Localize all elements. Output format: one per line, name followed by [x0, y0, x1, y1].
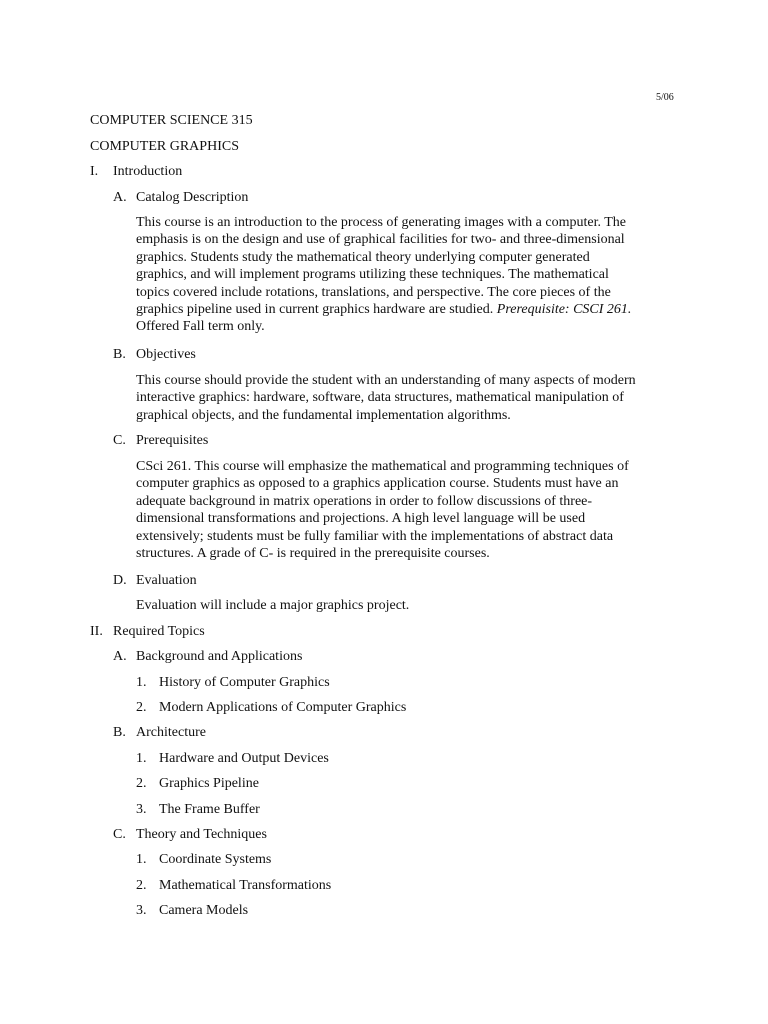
subsection-heading-catalog-description — [113, 189, 248, 207]
list-item-number: 1. — [136, 852, 147, 867]
paragraph-line: This course is an introduction to the process of generating images with a computer. The — [136, 215, 627, 230]
list-item-label: Camera Models — [159, 903, 249, 918]
section-heading-introduction — [90, 163, 182, 181]
section-title: Required Topics — [113, 624, 205, 639]
section-heading-required-topics — [90, 623, 205, 641]
subsection-letter: A. — [113, 649, 127, 664]
section-numeral: II. — [90, 624, 103, 639]
subsection-heading-prerequisites — [113, 432, 208, 450]
subsection-title: Background and Applications — [136, 649, 303, 664]
list-item-number: 2. — [136, 878, 147, 893]
course-number-title: COMPUTER SCIENCE 315 — [90, 113, 253, 128]
list-item — [136, 851, 271, 869]
catalog-description-paragraph — [136, 214, 696, 336]
paragraph-line: This course should provide the student with an understanding of many aspects of modern — [136, 373, 636, 388]
list-item-label: Modern Applications of Computer Graphics — [159, 700, 407, 715]
list-item — [136, 877, 331, 895]
subsection-letter: C. — [113, 827, 126, 842]
list-item-number: 3. — [136, 802, 147, 817]
subsection-heading-objectives — [113, 346, 196, 364]
evaluation-text: Evaluation will include a major graphics project. — [136, 598, 410, 613]
paragraph-line: extensively; students must be fully familiar with the implementations of abstract data — [136, 528, 614, 544]
course-name-title: COMPUTER GRAPHICS — [90, 139, 239, 154]
section-title: Introduction — [113, 164, 183, 179]
subsection-title: Evaluation — [136, 573, 197, 588]
paragraph-line: graphics. Students study the mathematical theory underlying computer generated — [136, 249, 590, 265]
paragraph-line: dimensional transformations and projections. A high level language will be used — [136, 511, 586, 527]
paragraph-line: structures. A grade of C- is required in the prerequisite courses. — [136, 546, 490, 562]
paragraph-line: Offered Fall term only. — [136, 319, 265, 335]
subsection-heading-background — [113, 648, 302, 666]
list-item-number: 1. — [136, 675, 147, 690]
subsection-letter: B. — [113, 725, 126, 740]
subsection-letter: B. — [113, 347, 126, 362]
subsection-letter: D. — [113, 573, 127, 588]
list-item-label: Graphics Pipeline — [159, 776, 259, 791]
list-item-label: Mathematical Transformations — [159, 878, 332, 893]
list-item-label: The Frame Buffer — [159, 802, 260, 817]
list-item — [136, 775, 259, 793]
list-item-label: History of Computer Graphics — [159, 675, 330, 690]
paragraph-line: interactive graphics: hardware, software, data structures, mathematical manipulation of — [136, 390, 624, 406]
subsection-title: Architecture — [136, 725, 206, 740]
paragraph-line: CSci 261. This course will emphasize the mathematical and programming techniques of — [136, 459, 629, 474]
list-item — [136, 750, 329, 768]
section-numeral: I. — [90, 164, 99, 179]
subsection-heading-theory — [113, 826, 267, 844]
paragraph-line: graphics, and will implement programs utilizing these techniques. The mathematical — [136, 267, 609, 283]
list-item-number: 1. — [136, 751, 147, 766]
paragraph-line: topics covered include rotations, translations, and perspective. The core pieces of the — [136, 284, 611, 300]
prerequisites-paragraph — [136, 458, 696, 562]
list-item-label: Hardware and Output Devices — [159, 751, 329, 766]
subsection-letter: A. — [113, 190, 127, 205]
subsection-heading-evaluation — [113, 572, 197, 590]
subsection-title: Theory and Techniques — [136, 827, 267, 842]
paragraph-line: computer graphics as opposed to a graphics application course. Students must have an — [136, 476, 619, 492]
subsection-letter: C. — [113, 433, 126, 448]
paragraph-line: emphasis is on the design and use of graphical facilities for two- and three-dimensional — [136, 232, 625, 248]
subsection-title: Catalog Description — [136, 190, 249, 205]
list-item — [136, 801, 260, 819]
paragraph-line — [136, 301, 696, 318]
list-item-number: 3. — [136, 903, 147, 918]
paragraph-line: graphical objects, and the fundamental implementation algorithms. — [136, 407, 511, 423]
list-item-number: 2. — [136, 776, 147, 791]
subsection-title: Prerequisites — [136, 433, 209, 448]
prerequisite-note: Prerequisite: CSCI 261. — [496, 302, 632, 318]
list-item — [136, 674, 330, 692]
list-item-number: 2. — [136, 700, 147, 715]
paragraph-line: adequate background in matrix operations in order to follow discussions of three- — [136, 493, 593, 509]
list-item — [136, 699, 406, 717]
subsection-title: Objectives — [136, 347, 196, 362]
revision-date: 5/06 — [656, 92, 674, 103]
objectives-paragraph — [136, 372, 696, 424]
paragraph-line-text: graphics pipeline used in current graphics hardware are studied. — [136, 302, 497, 318]
list-item — [136, 902, 248, 920]
subsection-heading-architecture — [113, 724, 206, 742]
list-item-label: Coordinate Systems — [159, 852, 272, 867]
